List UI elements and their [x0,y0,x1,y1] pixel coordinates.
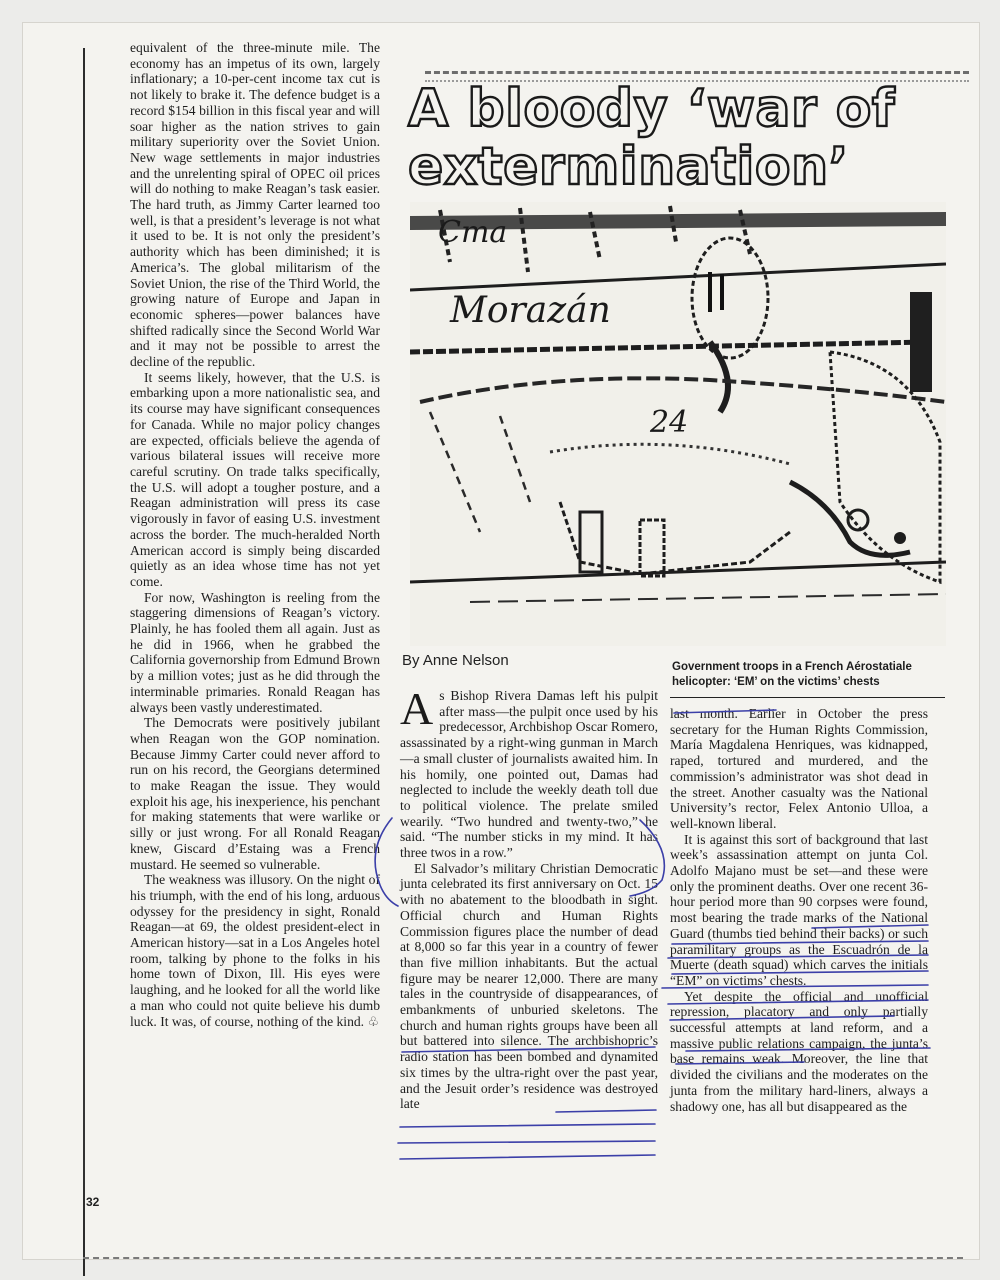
byline: By Anne Nelson [402,652,509,669]
middle-paragraph-2: El Salvador’s military Christian Democratic junta celebrated its first anniversary on Oct. 15 with no abatement to the bloodbath in sight. Official church and Human Rights Commission figures place the number of dead at 8,000 so far this year in a country of fewer than five million inhabitants. But the actual figure may be nearer 12,000. There are many tales in the countryside of disappearances, of embankments of unburied skeletons. The church and human rights groups have been all but battered into silence. The archbishopric’s radio station has been bombed and dynamited six times by the ultra-right over the past year, and the Jesuit order’s residence was destroyed late [400,860,658,1112]
middle-article-column [400,683,659,1112]
photo-caption [672,660,944,690]
end-mark: ♧ [367,1013,380,1029]
left-paragraph-5-text: The weakness was illusory. On the night of his triumph, with the end of his long, arduous odyssey for the presidency in sight, Ronald Reagan—at 69, the oldest president-elect in American history—sat in a Los Angeles hotel room, talking by phone to the folks in his home town of Dixon, Ill. His eyes were laughing, and he looked for all the world like a man who could not quite believe his dumb luck. It was, of course, nothing of the kind. [130,872,380,1029]
left-paragraph-5 [130,872,380,1029]
right-article-column [670,706,928,1114]
caption-line-2: helicopter: ‘EM’ on the victims’ chests [672,676,880,688]
caption-line-1: Government troops in a French Aérostatiale [672,661,912,673]
fold-line [83,48,85,1276]
left-article-column [130,40,380,1029]
headline [408,80,948,196]
left-paragraph-4: The Democrats were positively jubilant when Reagan won the GOP nomination. Because Jimmy Carter could never afford to run on his record, the Georgians determined to make Reagan the issue. They would exploit his age, his inexperience, his penchant for making statements that were warlike or silly or just wrong. For all Ronald Reagan knew, Giscard d’Estaing was a French mustard. He seemed so vulnerable. [130,715,380,872]
drop-cap: A [400,683,434,734]
bottom-rule [83,1257,963,1262]
middle-paragraph-1 [400,683,659,861]
right-paragraph-2: It is against this sort of background that last week’s assassination attempt on junta Col. Adolfo Majano must be set—and these were only the prominent deaths. Over one recent 36-hour period more than 90 corpses were found, most bearing the trade marks of the National Guard (thumbs tied behind their backs) or such paramilitary groups as the Escuadrón de la Muerte (death squad) which carves the initials “EM” on victims’ chests. [670,831,928,988]
news-photo [410,202,946,646]
left-paragraph-2: It seems likely, however, that the U.S. is embarking upon a more nationalistic sea, and its course may have significant consequences for Canada. While no major policy changes are expected, officials believe the agenda of various bilateral issues will receive more careful scrutiny. On trade talks specifically, the U.S. will adopt a tougher posture, and a Reagan administration will press its case vigorously in favor of easing U.S. investment across the border. The much-heralded North American accord is simply being discarded quietly as an idea whose time has not yet come. [130,369,380,589]
caption-rule [670,697,945,698]
photo-inscription-2: Morazán [450,290,611,331]
left-paragraph-1: equivalent of the three-minute mile. The economy has an impetus of its own, largely inflationary; a 10-per-cent income tax cut is not likely to brake it. The defence budget is a record $154 billion in this fiscal year and will soar higher as the nation strives to gain military superiority over the Soviet Union. New wage settlements in major industries and the unrelenting spiral of OPEC oil prices will do nothing to make Reagan’s task easier. The hard truth, as Jimmy Carter learned too well, is that a president’s leverage is not what it used to be. It is not only the president’s authority which has been diminished; it is America’s. The global militarism of the Soviet Union, the rise of the Third World, the growing nature of Europe and Japan in economic spheres—power balances have shifted radically since the Second World War and it may not be possible to arrest the decline of the republic. [130,40,380,370]
page-number: 32 [86,1195,100,1209]
headline-line-1: A bloody ‘war of [408,79,896,139]
photo-number: 24 [650,405,689,440]
middle-paragraph-1-text: s Bishop Rivera Damas left his pulpit after mass—the pulpit once used by his predecessor, Archbishop Oscar Romero, assassinated by a right-wing gunman in March—a small cluster of journalists awaited him. In his homily, one pointed out, Damas had neglected to include the weekly death toll due to political violence. The prelate smiled wearily. “Two hundred and twenty-two,” he said. “The number sticks in my mind. It has three twos in a row.” [400,688,659,861]
photo-illustration [410,202,946,646]
headline-line-2: extermination’ [408,137,849,197]
photo-inscription-1: Cma [438,215,508,250]
left-paragraph-3: For now, Washington is reeling from the staggering dimensions of Reagan’s victory. Plainly, he has fooled them all again. Just as he did in 1966, when he grabbed the California governorship from Edmund Brown by a million votes; just as he did through the interminable primaries. Ronald Reagan has always been vastly underestimated. [130,589,380,715]
right-paragraph-1: last month. Earlier in October the press secretary for the Human Rights Commission, María Magdalena Henriques, was kidnapped, raped, tortured and murdered, and the commission’s administrator was shot dead in the street. Another casualty was the National University’s rector, Felex Antonio Ulloa, a well-known liberal. [670,706,928,831]
right-paragraph-3: Yet despite the official and unofficial repression, placatory and only partially successful attempts at land reform, and a massive public relations campaign, the junta’s base remains weak. Moreover, the line that divided the civilians and the moderates on the junta from the military hard-liners, always a shadowy one, has all but disappeared as the [670,988,928,1114]
